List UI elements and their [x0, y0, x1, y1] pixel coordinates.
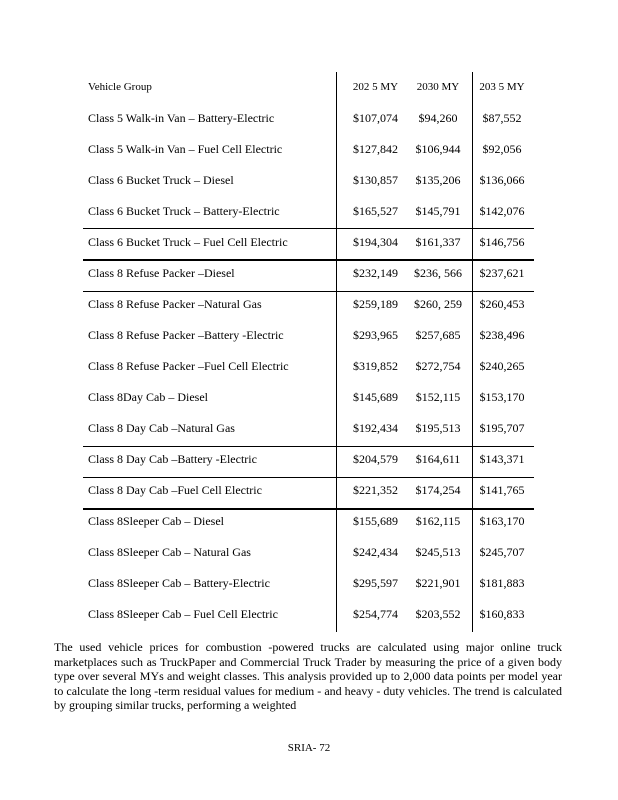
price-2030-cell: $260, 259	[414, 297, 462, 311]
price-2030-cell: $195,513	[415, 421, 461, 435]
price-2025-cell: $319,852	[353, 359, 398, 373]
price-2030-cell: $135,206	[415, 173, 461, 187]
price-2030-cell: $162,115	[415, 514, 461, 528]
page-footer: SRIA- 72	[287, 742, 331, 754]
vehicle-group-cell: Class 8Sleeper Cab – Fuel Cell Electric	[88, 607, 278, 621]
vehicle-group-cell: Class 5 Walk-in Van – Fuel Cell Electric	[88, 142, 283, 156]
price-2030-cell: $174,254	[415, 483, 461, 497]
price-2030-cell: $221,901	[415, 576, 461, 590]
vehicle-price-table	[83, 72, 534, 630]
price-2025-cell: $295,597	[353, 576, 398, 590]
price-2035-cell: $163,170	[479, 514, 525, 528]
vehicle-group-cell: Class 8 Refuse Packer –Fuel Cell Electric	[88, 359, 289, 373]
vehicle-group-cell: Class 8Day Cab – Diesel	[88, 390, 208, 404]
price-2025-cell: $192,434	[353, 421, 398, 435]
vehicle-group-cell: Class 8 Refuse Packer –Natural Gas	[88, 297, 262, 311]
price-2025-cell: $155,689	[353, 514, 398, 528]
vehicle-group-cell: Class 8Sleeper Cab – Diesel	[88, 514, 224, 528]
vehicle-group-cell: Class 8 Refuse Packer –Battery -Electric	[88, 328, 284, 342]
price-2025-cell: $293,965	[353, 328, 398, 342]
price-2035-cell: $181,883	[479, 576, 525, 590]
vehicle-group-cell: Class 8 Day Cab –Natural Gas	[88, 421, 235, 435]
price-2035-cell: $87,552	[482, 111, 522, 125]
table-row	[83, 227, 534, 258]
body-paragraph: The used vehicle prices for combustion -powered trucks are calculated using major online truck marketplaces such as TruckPaper and Commercial Truck Trader by measuring the price of a given body type over several MYs and weight classes. This analysis provided up to 2,000 data points per model year to calculate the long -term residual values for medium - and heavy - duty vehicles. The trend is calculated by grouping similar trucks, performing a weighted	[54, 640, 562, 713]
table-row	[83, 382, 534, 413]
vehicle-group-cell: Class 6 Bucket Truck – Fuel Cell Electric	[88, 235, 288, 249]
header-2035-my: 203 5 MY	[479, 81, 525, 93]
table-row	[83, 289, 534, 320]
price-2035-cell: $237,621	[479, 266, 525, 280]
price-2035-cell: $195,707	[479, 421, 525, 435]
table-row	[83, 351, 534, 382]
price-2025-cell: $254,774	[353, 607, 398, 621]
vehicle-group-cell: Class 6 Bucket Truck – Diesel	[88, 173, 234, 187]
price-2030-cell: $94,260	[418, 111, 458, 125]
table-row	[83, 537, 534, 568]
table-row	[83, 103, 534, 134]
price-2035-cell: $240,265	[479, 359, 525, 373]
price-2035-cell: $143,371	[479, 452, 525, 466]
vehicle-group-cell: Class 6 Bucket Truck – Battery-Electric	[88, 204, 280, 218]
price-2035-cell: $260,453	[479, 297, 525, 311]
price-2025-cell: $165,527	[353, 204, 398, 218]
price-2035-cell: $136,066	[479, 173, 525, 187]
table-row	[83, 413, 534, 444]
price-2035-cell: $245,707	[479, 545, 525, 559]
price-2035-cell: $160,833	[479, 607, 525, 621]
table-row	[83, 506, 534, 537]
price-2030-cell: $236, 566	[414, 266, 462, 280]
table-row	[83, 599, 534, 630]
price-2030-cell: $164,611	[415, 452, 461, 466]
price-2025-cell: $194,304	[353, 235, 398, 249]
price-2025-cell: $221,352	[353, 483, 398, 497]
vehicle-group-cell: Class 5 Walk-in Van – Battery-Electric	[88, 111, 275, 125]
price-2030-cell: $272,754	[415, 359, 461, 373]
price-2025-cell: $107,074	[353, 111, 398, 125]
table-row	[83, 320, 534, 351]
vehicle-group-cell: Class 8 Day Cab –Fuel Cell Electric	[88, 483, 262, 497]
price-2030-cell: $145,791	[415, 204, 461, 218]
price-2035-cell: $92,056	[482, 142, 522, 156]
price-2030-cell: $257,685	[415, 328, 461, 342]
price-2025-cell: $204,579	[353, 452, 398, 466]
price-2025-cell: $130,857	[353, 173, 398, 187]
header-2030-my: 2030 MY	[416, 81, 460, 93]
price-2030-cell: $203,552	[415, 607, 461, 621]
price-2030-cell: $152,115	[415, 390, 461, 404]
price-2025-cell: $259,189	[353, 297, 398, 311]
vehicle-group-cell: Class 8Sleeper Cab – Battery-Electric	[88, 576, 270, 590]
price-2035-cell: $146,756	[479, 235, 525, 249]
price-2035-cell: $238,496	[479, 328, 525, 342]
price-2030-cell: $245,513	[415, 545, 461, 559]
price-2035-cell: $141,765	[479, 483, 525, 497]
table-row	[83, 475, 534, 506]
price-2025-cell: $232,149	[353, 266, 398, 280]
table-row	[83, 444, 534, 475]
table-row	[83, 196, 534, 227]
price-2030-cell: $161,337	[415, 235, 461, 249]
price-2035-cell: $142,076	[479, 204, 525, 218]
vehicle-group-cell: Class 8 Day Cab –Battery -Electric	[88, 452, 257, 466]
price-2025-cell: $242,434	[353, 545, 398, 559]
price-2025-cell: $145,689	[353, 390, 398, 404]
table-row	[83, 134, 534, 165]
vehicle-group-cell: Class 8Sleeper Cab – Natural Gas	[88, 545, 251, 559]
table-row	[83, 568, 534, 599]
price-2025-cell: $127,842	[353, 142, 398, 156]
table-row	[83, 165, 534, 196]
price-2030-cell: $106,944	[415, 142, 461, 156]
header-2025-my: 202 5 MY	[352, 81, 399, 93]
table-header-row	[83, 72, 534, 103]
header-vehicle-group: Vehicle Group	[88, 81, 152, 93]
price-2035-cell: $153,170	[479, 390, 525, 404]
vehicle-group-cell: Class 8 Refuse Packer –Diesel	[88, 266, 235, 280]
table-row	[83, 258, 534, 289]
